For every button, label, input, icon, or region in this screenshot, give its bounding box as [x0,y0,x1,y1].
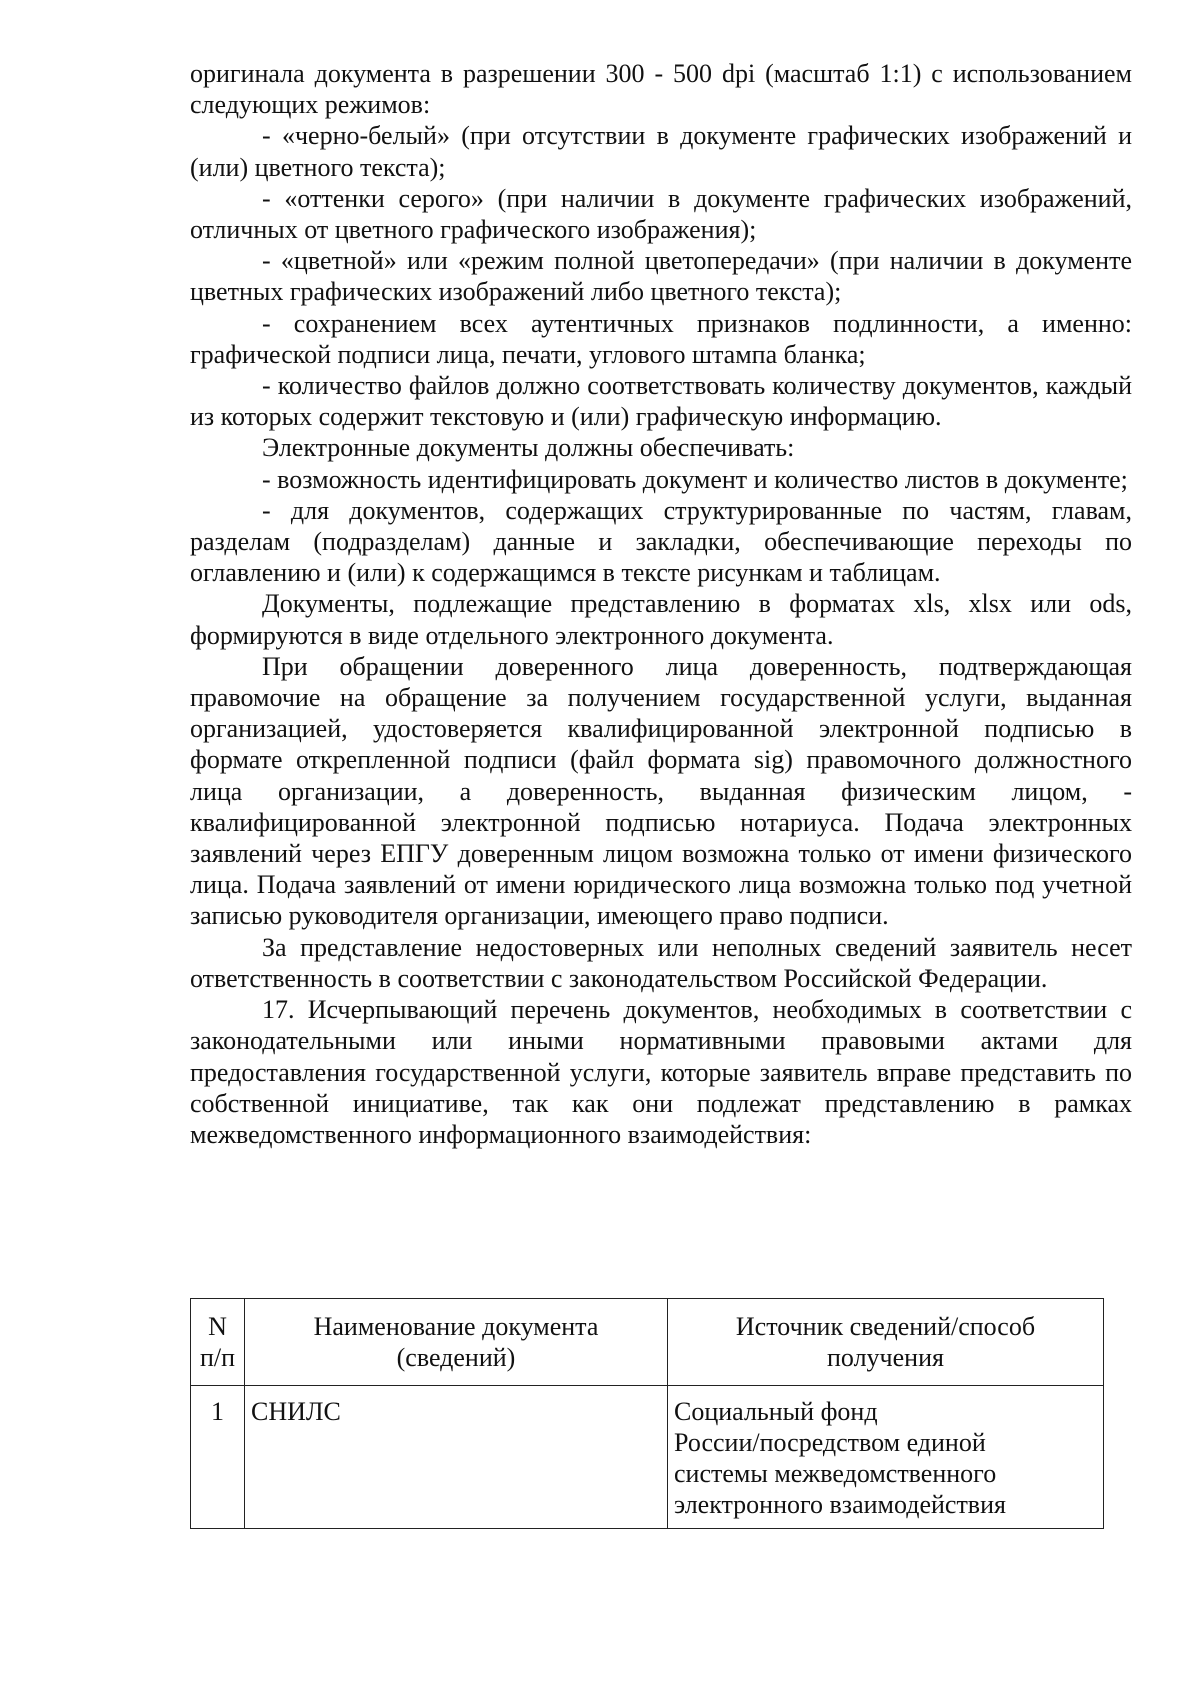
header-number-line1: N [208,1312,227,1341]
table-row [191,1386,1104,1529]
row-source-line2: России/посредством единой [674,1428,986,1457]
header-document-name-line2: (сведений) [396,1343,516,1372]
row-number: 1 [191,1386,245,1529]
header-number [191,1299,245,1386]
row-source [668,1386,1104,1529]
paragraph-edocs-requirements: Электронные документы должны обеспечивать: [262,433,795,463]
paragraph-structured-docs: - для документов, содержащих структурированные по частям, главам, разделам (подразделам) данные и закладки, обеспечивающие переходы по оглавлению и (или) к содержащимся в тексте рисункам и таблицам. [190,495,1132,588]
row-document-name: СНИЛС [245,1386,668,1529]
header-source-line2: получения [827,1343,944,1372]
paragraph-mode-color: - «цветной» или «режим полной цветопередачи» (при наличии в документе цветных графических изображений либо цветного текста); [190,246,1132,307]
paragraph-mode-bw: - «черно-белый» (при отсутствии в документе графических изображений и (или) цветного текста); [190,121,1132,182]
paragraph-mode-grayscale: - «оттенки серого» (при наличии в документе графических изображений, отличных от цветного графического изображения); [190,183,1132,245]
row-source-line3: системы межведомственного [674,1459,997,1488]
header-document-name [245,1299,668,1386]
paragraph-section-17: 17. Исчерпывающий перечень документов, необходимых в соответствии с законодательными или иными нормативными правовыми актами для предоставления государственной услуги, которые заявитель вправе представить по собственной инициативе, так как они подлежат представлению в рамках межведомственного информационного взаимодействия: [190,995,1132,1149]
documents-table [190,1298,1104,1529]
table-header-row [191,1299,1104,1386]
header-source [668,1299,1104,1386]
paragraph-responsibility: За представление недостоверных или неполных сведений заявитель несет ответственность в соответствии с законодательством Российской Федерации. [190,932,1132,993]
row-source-line1: Социальный фонд [674,1397,878,1426]
row-source-line4: электронного взаимодействия [674,1490,1006,1519]
paragraph-identify-document: - возможность идентифицировать документ и количество листов в документе; [262,464,1128,494]
paragraph-file-count: - количество файлов должно соответствовать количеству документов, каждый из которых содержит текстовую и (или) графическую информацию. [190,371,1132,432]
paragraph-spreadsheet-formats: Документы, подлежащие представлению в форматах xls, xlsx или ods, формируются в виде отдельного электронного документа. [190,589,1132,650]
document-body [190,58,1132,1150]
header-source-line1: Источник сведений/способ [735,1312,1036,1341]
paragraph-power-of-attorney: При обращении доверенного лица доверенность, подтверждающая правомочие на обращение за получением государственной услуги, выданная организацией, удостоверяется квалифицированной электронной подписью в формате открепленной подписи (файл формата sig) правомочного должностного лица организации, а доверенность, выданная физическим лицом, - квалифицированной электронной подписью нотариуса. Подача электронных заявлений через ЕПГУ доверенным лицом возможна только от имени физического лица. Подача заявлений от имени юридического лица возможна только под учетной записью руководителя организации, имеющего право подписи. [190,651,1132,931]
header-number-line2: п/п [199,1343,236,1372]
header-document-name-line1: Наименование документа [313,1312,599,1341]
paragraph-scan-resolution: оригинала документа в разрешении 300 - 500 dpi (масштаб 1:1) с использованием следующих режимов: [190,59,1132,120]
paragraph-authenticity: - сохранением всех аутентичных признаков подлинности, а именно: графической подписи лица, печати, углового штампа бланка; [190,308,1132,369]
